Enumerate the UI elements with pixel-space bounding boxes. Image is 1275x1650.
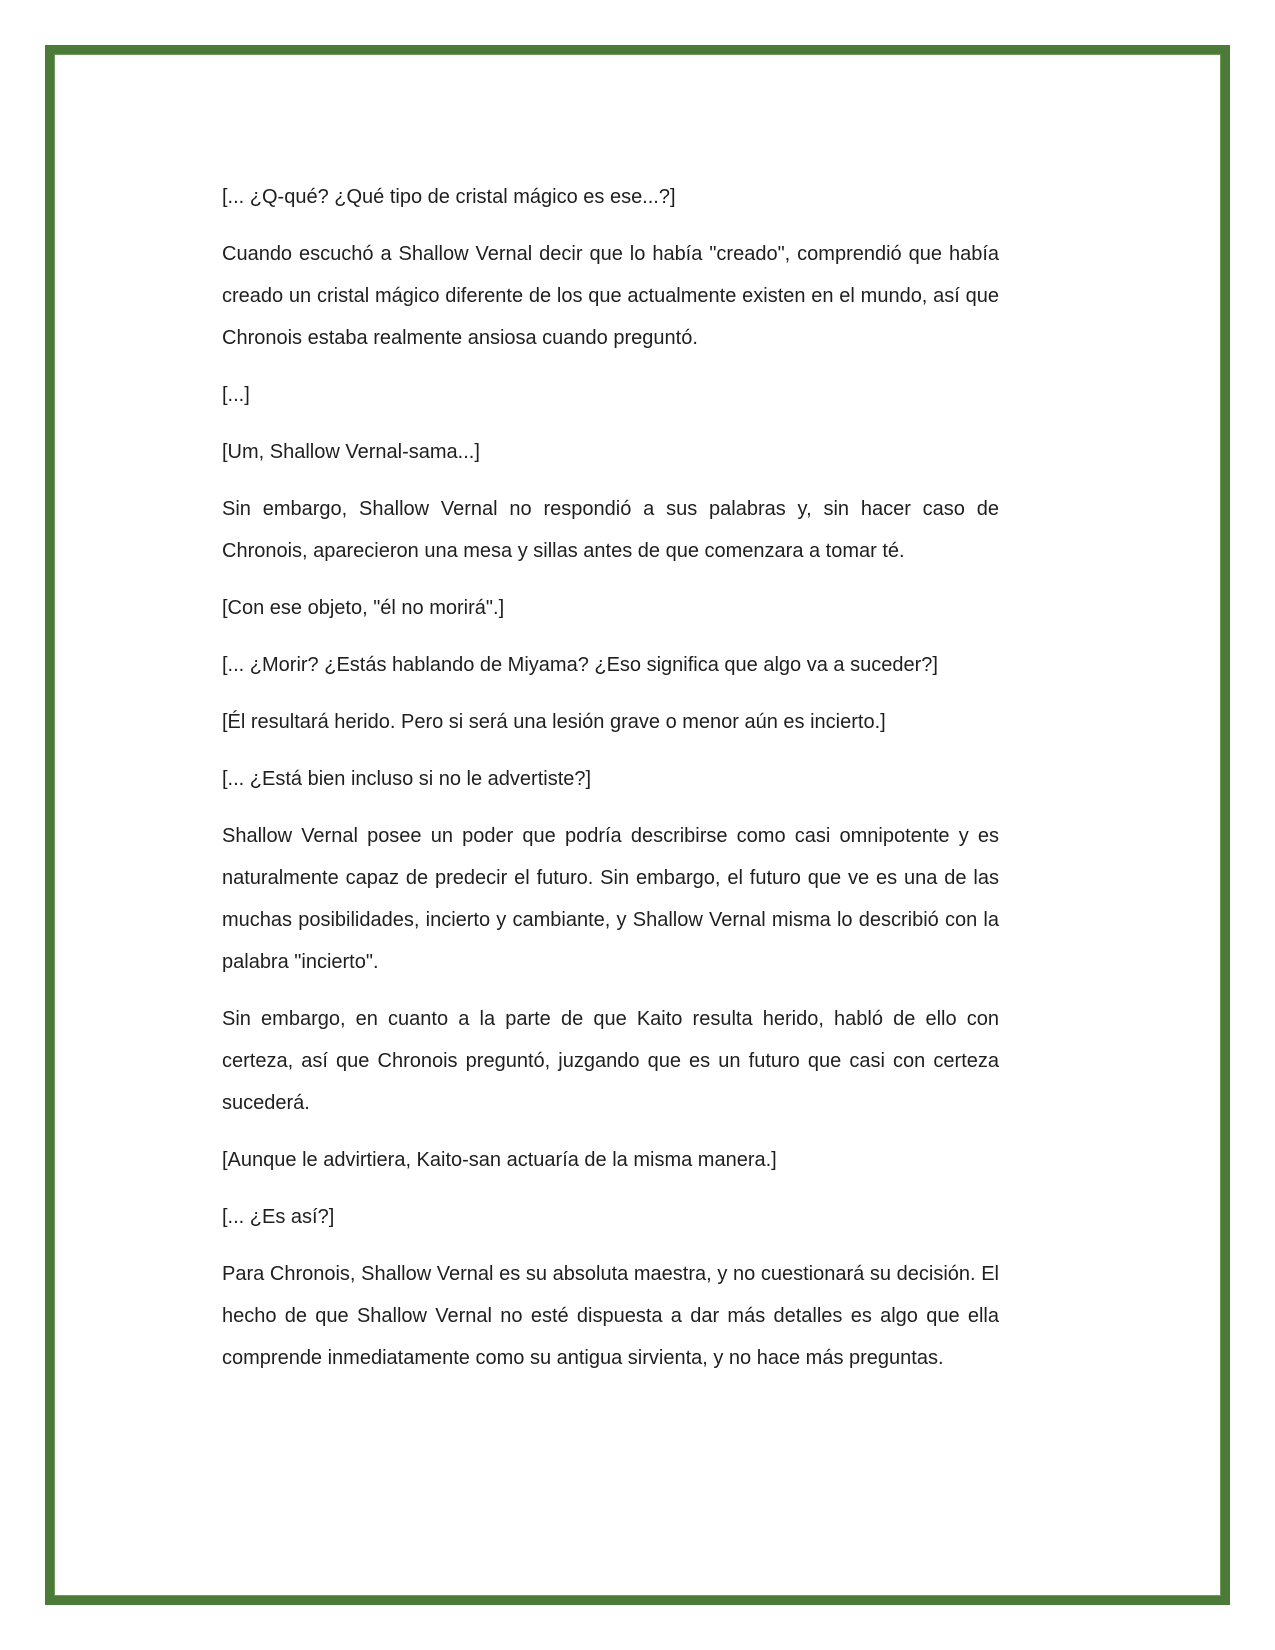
page-content (108, 108, 1167, 1542)
paragraph-dialogue: [... ¿Morir? ¿Estás hablando de Miyama? ¿Eso significa que algo va a suceder?] (222, 654, 938, 676)
page-border-frame (45, 45, 1230, 1605)
paragraph-dialogue: [Aunque le advirtiera, Kaito-san actuaría de la misma manera.] (222, 1149, 777, 1171)
paragraph-dialogue: [... ¿Es así?] (222, 1206, 335, 1228)
paragraph-dialogue: [Él resultará herido. Pero si será una lesión grave o menor aún es incierto.] (222, 711, 886, 733)
paragraph-dialogue: [...] (222, 384, 250, 406)
paragraph-dialogue: [... ¿Q-qué? ¿Qué tipo de cristal mágico es ese...?] (222, 186, 676, 208)
paragraph-narration: Sin embargo, en cuanto a la parte de que Kaito resulta herido, habló de ello con certeza, así que Chronois preguntó, juzgando que es un futuro que casi con certeza sucederá. (222, 1008, 999, 1114)
paragraph-narration: Shallow Vernal posee un poder que podría describirse como casi omnipotente y es naturalmente capaz de predecir el futuro. Sin embargo, el futuro que ve es una de las muchas posibilidades, incierto y cambiante, y Shallow Vernal misma lo describió con la palabra "incierto". (222, 825, 999, 973)
paragraph-narration: Para Chronois, Shallow Vernal es su absoluta maestra, y no cuestionará su decisión. El hecho de que Shallow Vernal no esté dispuesta a dar más detalles es algo que ella comprende inmediatamente como su antigua sirvienta, y no hace más preguntas. (222, 1263, 999, 1369)
paragraph-narration: Sin embargo, Shallow Vernal no respondió a sus palabras y, sin hacer caso de Chronois, aparecieron una mesa y sillas antes de que comenzara a tomar té. (222, 498, 999, 562)
paragraph-dialogue: [... ¿Está bien incluso si no le advertiste?] (222, 768, 592, 790)
paragraph-dialogue: [Um, Shallow Vernal-sama...] (222, 441, 480, 463)
paragraph-dialogue: [Con ese objeto, "él no morirá".] (222, 597, 505, 619)
paragraph-narration: Cuando escuchó a Shallow Vernal decir que lo había "creado", comprendió que había creado un cristal mágico diferente de los que actualmente existen en el mundo, así que Chronois estaba realmente ansiosa cuando preguntó. (222, 243, 999, 349)
